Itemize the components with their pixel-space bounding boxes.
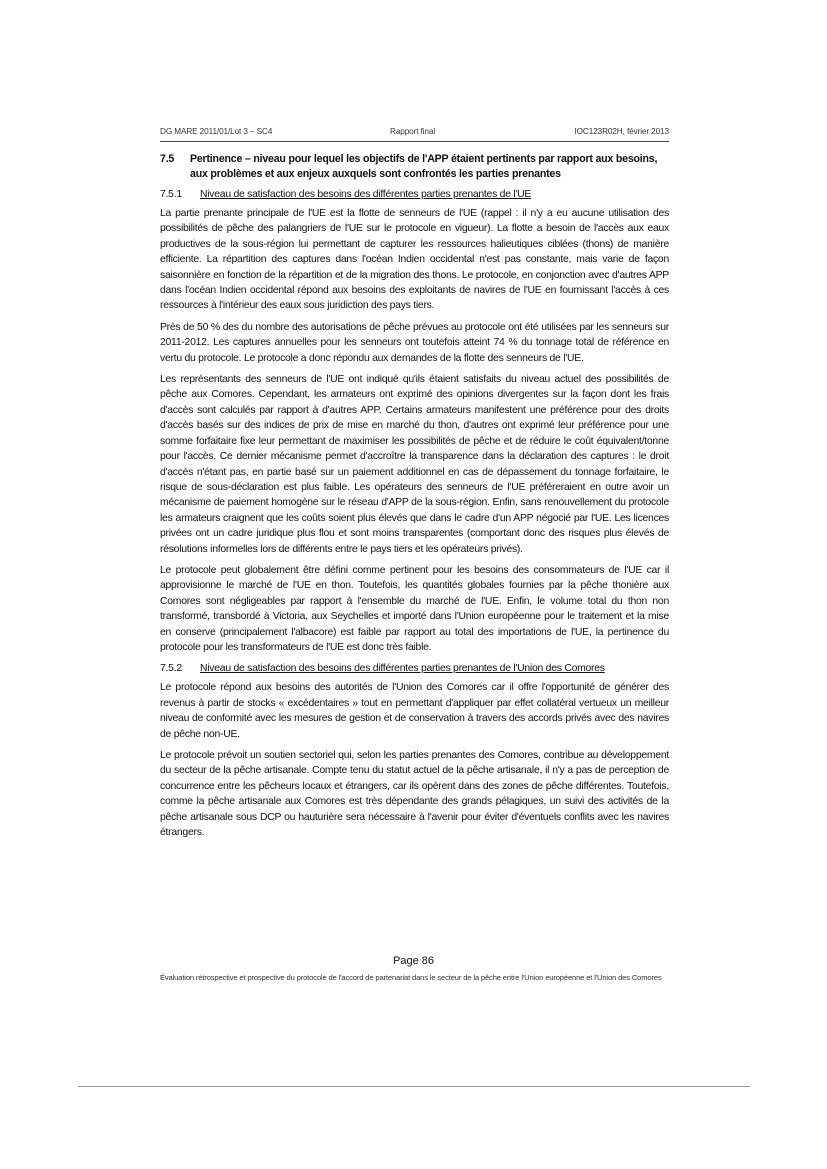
subsection-title: Niveau de satisfaction des besoins des différentes parties prenantes de l'UE (200, 189, 532, 200)
page-header (160, 127, 669, 142)
subsection-number: 7.5.1 (160, 189, 182, 200)
paragraph: Le protocole peut globalement être défini comme pertinent pour les besoins des consommateurs de l'UE car il approvisionne le marché de l'UE en thon. Toutefois, les quantités globales fournies par la pêche thonière aux Comores sont négligeables par rapport à l'ensemble du marché de l'UE. Enfin, le volume total du thon non transformé, transbordé à Victoria, aux Seychelles et importé dans l'Union européenne pour le traitement et la mise en conserve (principalement l'albacore) est faible par rapport au total des importations de l'UE, la pertinence du protocole pour les transformateurs de l'UE est donc très faible. (160, 564, 669, 653)
paragraph: Les représentants des senneurs de l'UE ont indiqué qu'ils étaient satisfaits du niveau actuel des possibilités de pêche aux Comores. Cependant, les armateurs ont exprimé des opinions divergentes sur la façon dont les frais d'accès sont calculés par rapport à d'autres APP. Certains armateurs manifestent une préférence pour des droits d'accès basés sur des indices de prix de mise en marché du thon, d'autres ont exprimé leur préférence pour une somme forfaitaire fixe leur permettant de maximiser les possibilités de pêche et de réduire le coût équivalent/tonne pour l'accès. Ce dernier mécanisme permet d'accroître la transparence dans la déclaration des captures : le droit d'accès n'étant pas, en partie basé sur un paiement additionnel en cas de dépassement du tonnage forfaitaire, le risque de sous-déclaration est plus faible. Les opérateurs des senneurs de l'UE préféreraient en outre avoir un mécanisme de paiement homogène sur le réseau d'APP de la sous-région. Enfin, sans renouvellement du protocole les armateurs craignent que les coûts soient plus élevés que dans le cadre d'un APP négocié par l'UE. Les licences privées ont un cadre juridique plus flou et sont moins transparentes (comportant donc des risques plus élevés de résolutions informelles lors de différents entre le pays tiers et les opérateurs privés). (160, 374, 669, 555)
subsection-heading-2 (160, 661, 669, 676)
paragraph: Le protocole prévoit un soutien sectoriel qui, selon les parties prenantes des Comores, contribue au développement du secteur de la pêche artisanale. Compte tenu du statut actuel de la pêche artisanale, il n'y a pas de perception de concurrence entre les pêcheurs locaux et étrangers, car ils opèrent dans des zones de pêche différentes. Toutefois, comme la pêche artisanale aux Comores est très dépendante des grands pélagiques, un suivi des activités de la pêche artisanale sous DCP ou hauturière sera nécessaire à l'avenir pour éviter d'éventuels conflits avec les navires étrangers. (160, 750, 669, 839)
subsection-number: 7.5.2 (160, 663, 182, 675)
header-document-id: IOC123R02H, février 2013 (574, 127, 669, 136)
header-reference: DG MARE 2011/01/Lot 3 – SC4 (160, 127, 273, 136)
section-number: 7.5 (160, 153, 175, 165)
page-body (160, 152, 669, 846)
page-divider (78, 1086, 750, 1087)
subsection-heading-1 (160, 187, 669, 202)
footer-note: Évaluation rétrospective et prospective du protocole de l'accord de partenariat dans le secteur de la pêche entre l'Union européenne et l'Union des Comores (160, 973, 662, 982)
paragraph: Le protocole répond aux besoins des autorités de l'Union des Comores car il offre l'opportunité de générer des revenus à partir de stocks « excédentaires » tout en permettant d'appliquer par effet collatéral vertueux un meilleur niveau de conformité avec les mesures de gestion et de conservation à travers des accords privés avec des navires de pêche non-UE. (160, 682, 669, 740)
section-heading (160, 152, 669, 182)
header-report-type: Rapport final (390, 127, 436, 136)
page-number: Page 86 (393, 955, 434, 967)
subsection-title: Niveau de satisfaction des besoins des différentes parties prenantes de l'Union des Comores (200, 663, 605, 675)
paragraph: Près de 50 % des du nombre des autorisations de pêche prévues au protocole ont été utilisées par les senneurs sur 2011-2012. Les captures annuelles pour les senneurs ont toutefois atteint 74 % du tonnage total de référence en vertu du protocole. Le protocole a donc répondu aux demandes de la flotte des senneurs de l'UE. (160, 321, 669, 364)
paragraph: La partie prenante principale de l'UE est la flotte de senneurs de l'UE (rappel : il n'y a eu aucune utilisation des possibilités de pêche des palangriers de l'UE sur le protocole en vigueur). La flotte a besoin de l'accès aux eaux productives de la sous-région lui permettant de capturer les ressources halieutiques ciblées (thons) de manière efficiente. La répartition des captures dans l'océan Indien occidental n'est pas constante, mais varie de façon saisonnière en fonction de la répartition et de la migration des thons. Le protocole, en conjonction avec d'autres APP dans l'océan Indien occidental répond aux besoins des exploitants de navires de l'UE en fournissant l'accès à ces ressources à l'intérieur des eaux sous juridiction des pays tiers. (160, 208, 669, 312)
section-title: Pertinence – niveau pour lequel les objectifs de l'APP étaient pertinents par rapport aux besoins, aux problèmes et aux enjeux auxquels sont confrontés les parties prenantes (190, 153, 658, 180)
